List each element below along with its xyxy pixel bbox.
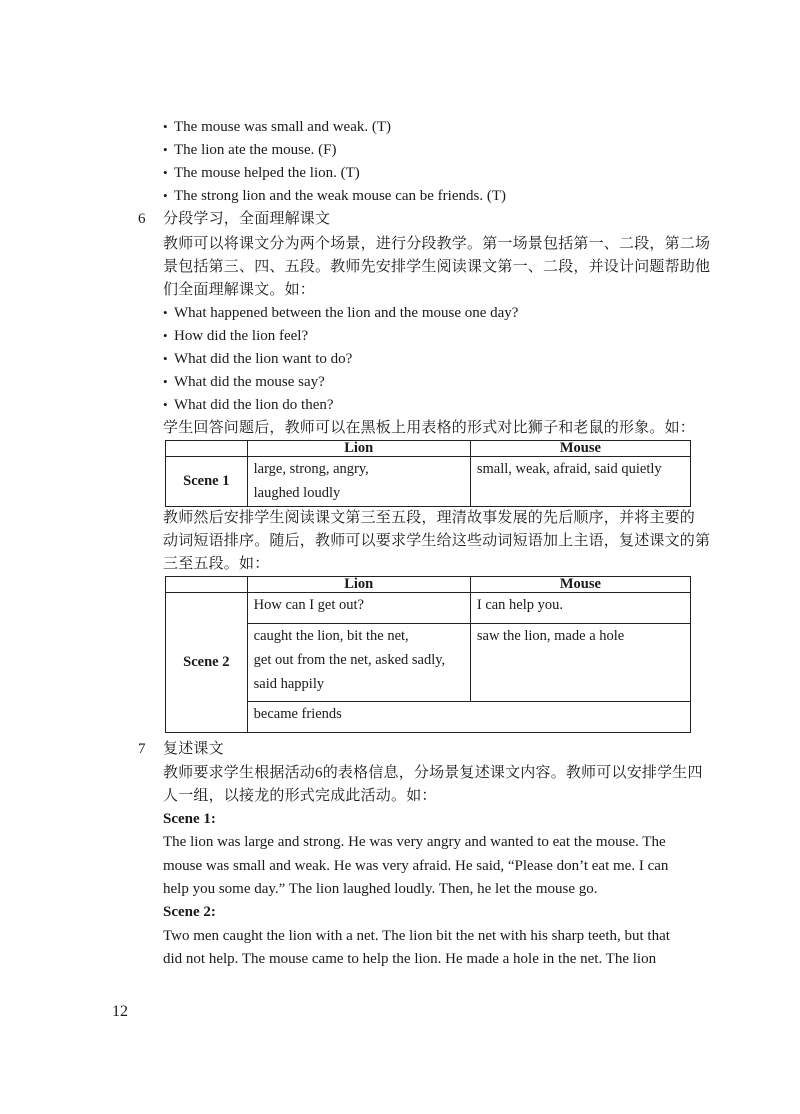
section-6-number: 6 [138,211,146,227]
section-7-number: 7 [138,741,146,757]
mouse-cell [470,624,690,702]
mouse-cell [470,593,690,624]
question-item: • What did the lion want to do? [163,348,352,370]
cell-line: caught the lion, bit the net, [253,628,409,644]
scene2-text-line: Two men caught the lion with a net. The lion bit the net with his sharp teeth, but that [163,928,670,944]
scene2-text-line: did not help. The mouse came to help the lion. He made a hole in the net. The lion [163,951,657,967]
scene1-text-line: mouse was small and weak. He was very afraid. He said, “Please don’t eat me. I can [163,858,669,874]
after-table1-line: 三至五段。如： [163,556,270,572]
section-6-para-line: 景包括第三、四、五段。教师先安排学生阅读课文第一、二段，并设计问题帮助他 [163,259,711,275]
table-corner [166,441,248,457]
question-item: • What happened between the lion and the mouse one day? [163,302,518,324]
scene2-table [165,576,691,733]
scene1-table [165,440,691,507]
scene1-text-line: The lion was large and strong. He was very angry and wanted to eat the mouse. The [163,834,666,850]
tf-item: • The strong lion and the weak mouse can be friends. (T) [163,185,506,207]
tf-item: • The mouse helped the lion. (T) [163,162,360,184]
mouse-cell [470,457,690,507]
question-item: • What did the lion do then? [163,394,334,416]
after-table1-line: 教师然后安排学生阅读课文第三至五段，理清故事发展的先后顺序，并将主要的 [163,510,696,526]
scene-label: Scene 1 [166,457,248,507]
section-7-para-line: 教师要求学生根据活动6的表格信息，分场景复述课文内容。教师可以安排学生四 [163,765,703,781]
scene2-label: Scene 2: [163,904,216,920]
table-corner [166,577,248,593]
tf-item: • The lion ate the mouse. (F) [163,139,336,161]
lion-cell [247,593,470,624]
scene1-label: Scene 1: [163,811,216,827]
cell-line: I can help you. [476,597,564,613]
cell-line: large, strong, angry, [253,461,369,477]
question-item: • How did the lion feel? [163,325,308,347]
col-header-mouse: Mouse [470,577,690,593]
tf-item: • The mouse was small and weak. (T) [163,116,391,138]
scene-label: Scene 2 [166,593,248,733]
col-header-mouse: Mouse [470,441,690,457]
cell-line: small, weak, afraid, said quietly [476,461,662,477]
col-header-lion: Lion [247,441,470,457]
scene1-text-line: help you some day.” The lion laughed loudly. Then, he let the mouse go. [163,881,598,897]
section-7-para-line: 人一组，以接龙的形式完成此活动。如： [163,788,437,804]
cell-line: said happily [253,676,325,692]
section-6-para-line: 们全面理解课文。如： [163,282,316,298]
merged-cell [247,702,690,733]
cell-line: laughed loudly [253,485,341,501]
col-header-lion: Lion [247,577,470,593]
table1-intro: 学生回答问题后，教师可以在黑板上用表格的形式对比狮子和老鼠的形象。如： [163,420,696,436]
after-table1-line: 动词短语排序。随后，教师可以要求学生给这些动词短语加上主语，复述课文的第 [163,533,711,549]
section-7-heading: 复述课文 [163,741,224,757]
cell-line: saw the lion, made a hole [476,628,625,644]
section-6-para-line: 教师可以将课文分为两个场景，进行分段教学。第一场景包括第一、二段，第二场 [163,236,711,252]
lion-cell [247,457,470,507]
cell-line: get out from the net, asked sadly, [253,652,446,668]
question-item: • What did the mouse say? [163,371,325,393]
lion-cell [247,624,470,702]
section-6-heading: 分段学习，全面理解课文 [163,211,331,227]
cell-line: How can I get out? [253,597,364,613]
cell-line: became friends [253,706,342,722]
page-number: 12 [112,1003,128,1020]
